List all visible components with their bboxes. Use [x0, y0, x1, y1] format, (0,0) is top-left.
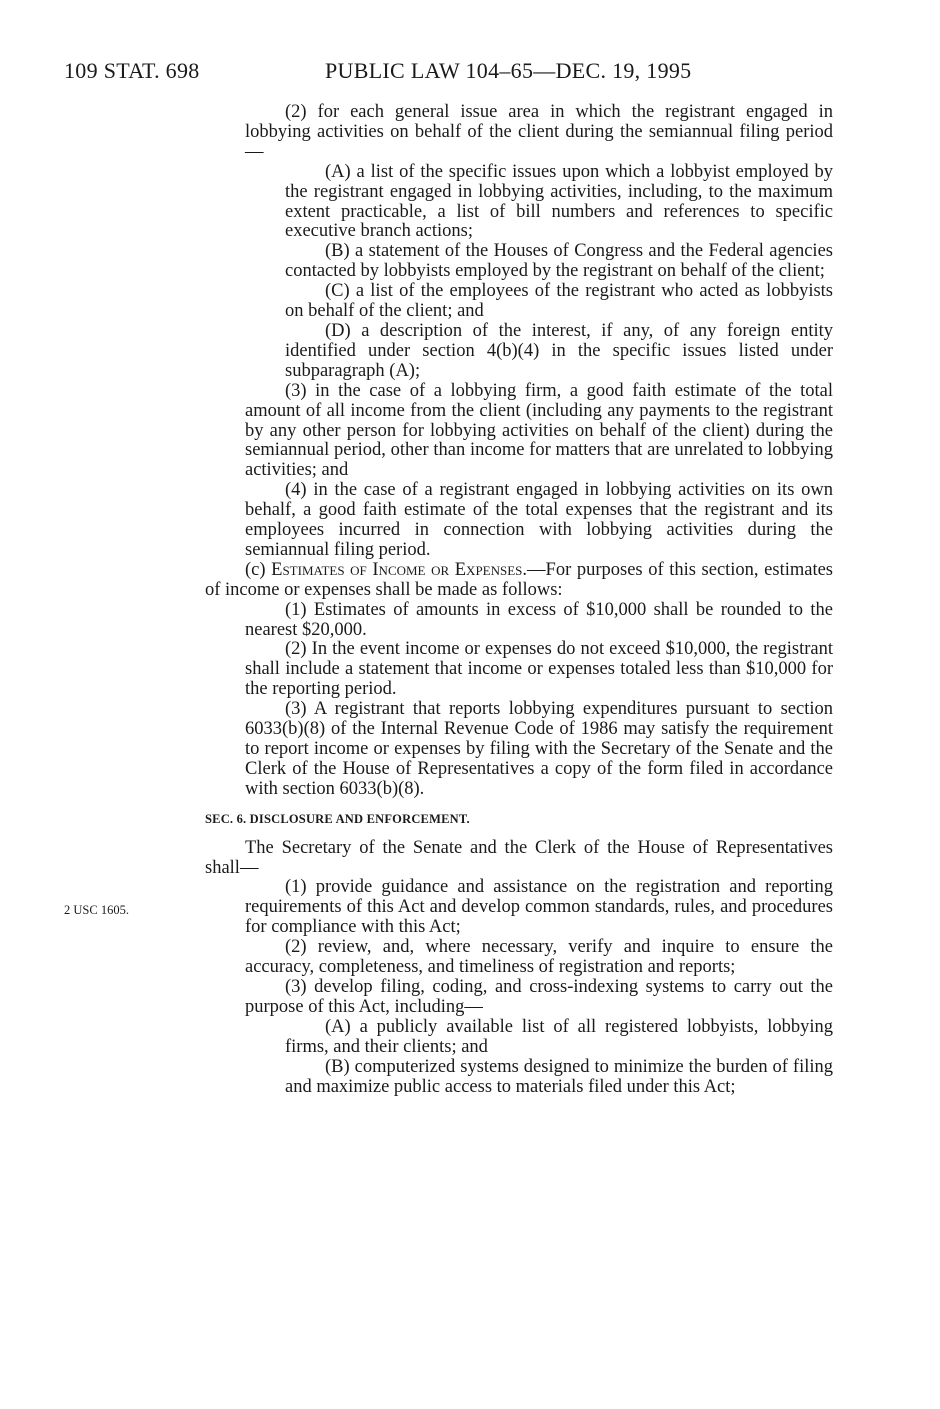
subsection-c-text: —For purposes of this section, estimates of income or expenses shall be made as follows: [205, 559, 834, 600]
section-6-intro: The Secretary of the Senate and the Clerk of the House of Representatives shall— [205, 837, 833, 878]
subsection-c-label: (c) [245, 559, 266, 580]
subparagraph-s3b: (B) computerized systems designed to minimize the burden of filing and maximize public access to materials filed under this Act; [285, 1056, 833, 1097]
paragraph-c3: (3) A registrant that reports lobbying expenditures pursuant to section 6033(b)(8) of the Internal Revenue Code of 1986 may satisfy the requirement to report income or expenses by filing with the Secretary of the Senate and the Clerk of the House of Representatives a copy of the form filed in accordance with section 6033(b)(8). [245, 699, 833, 799]
subparagraph-2b: (B) a statement of the Houses of Congress and the Federal agencies contacted by lobbyists employed by the registrant on behalf of the client; [285, 241, 833, 282]
paragraph-4: (4) in the case of a registrant engaged in lobbying activities on its own behalf, a good faith estimate of the total expenses that the registrant and its employees incurred in connection with lobbying activities during the semiannual filing period. [245, 480, 833, 560]
subsection-c-heading: Estimates of Income or Expenses. [271, 559, 528, 580]
paragraph-s1: (1) provide guidance and assistance on the registration and reporting requirements of this Act and develop common standards, rules, and procedures for compliance with this Act; [245, 877, 833, 938]
usc-margin-note: 2 USC 1605. [64, 903, 129, 917]
statute-page-number: 109 STAT. 698 [64, 58, 200, 83]
paragraph-s3: (3) develop filing, coding, and cross-indexing systems to carry out the purpose of this Act, including— [245, 976, 833, 1017]
paragraph-2: (2) for each general issue area in which the registrant engaged in lobbying activities on behalf of the client during the semiannual filing period— [245, 102, 833, 162]
paragraph-s2: (2) review, and, where necessary, verify and inquire to ensure the accuracy, completeness, and timeliness of registration and reports; [245, 937, 833, 978]
subparagraph-2d: (D) a description of the interest, if any, of any foreign entity identified under section 4(b)(4) in the specific issues listed under subparagraph (A); [285, 320, 833, 381]
law-text-body [205, 103, 833, 1097]
subsection-c [205, 561, 833, 601]
subparagraph-s3a: (A) a publicly available list of all registered lobbyists, lobbying firms, and their clients; and [285, 1016, 833, 1057]
paragraph-c1: (1) Estimates of amounts in excess of $10,000 shall be rounded to the nearest $20,000. [245, 599, 833, 640]
section-6-heading: SEC. 6. DISCLOSURE AND ENFORCEMENT. [205, 811, 470, 826]
subparagraph-2c: (C) a list of the employees of the registrant who acted as lobbyists on behalf of the client; and [285, 281, 833, 322]
subparagraph-2a: (A) a list of the specific issues upon which a lobbyist employed by the registrant engaged in lobbying activities, including, to the maximum extent practicable, a list of bill numbers and references to specific executive branch actions; [285, 161, 833, 242]
paragraph-3: (3) in the case of a lobbying firm, a good faith estimate of the total amount of all income from the client (including any payments to the registrant by any other person for lobbying activities on behalf of the client) during the semiannual period, other than income for matters that are unrelated to lobbying activities; and [245, 380, 833, 481]
paragraph-c2: (2) In the event income or expenses do not exceed $10,000, the registrant shall include a statement that income or expenses totaled less than $10,000 for the reporting period. [245, 639, 833, 700]
public-law-citation: PUBLIC LAW 104–65—DEC. 19, 1995 [325, 58, 692, 83]
running-header [0, 58, 940, 88]
